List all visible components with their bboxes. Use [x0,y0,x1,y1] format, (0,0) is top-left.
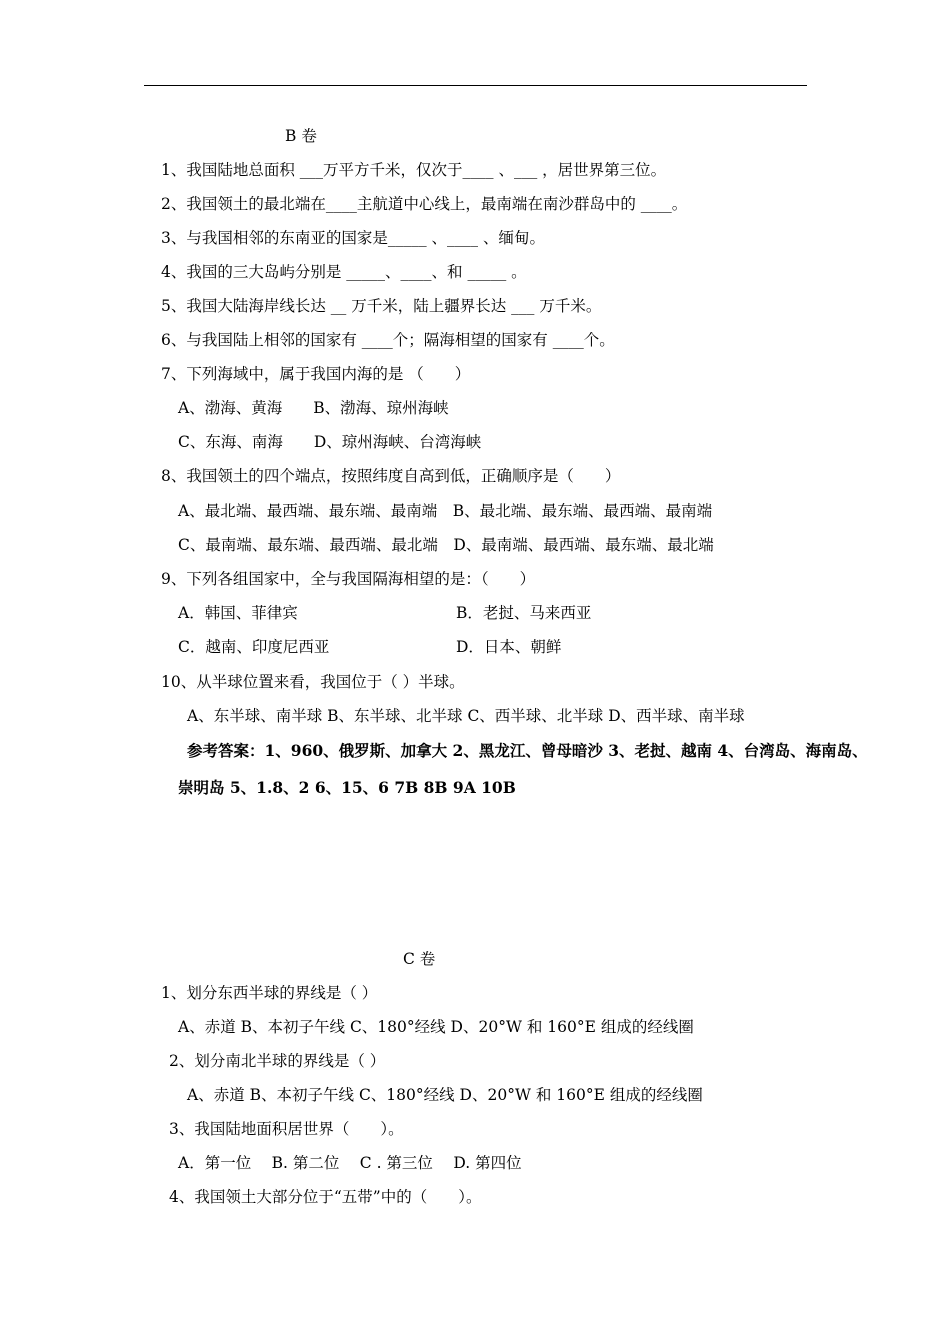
b-question-5: 5、我国大陆海岸线长达 __ 万千米，陆上疆界长达 ___ 万千米。 [161,297,602,315]
b-question-8: 8、我国领土的四个端点，按照纬度自高到低，正确顺序是（ ） [161,467,621,485]
b-question-3: 3、与我国相邻的东南亚的国家是_____ 、____ 、缅甸。 [161,229,545,247]
b-question-7-options-ab: A、渤海、黄海 B、渤海、琼州海峡 [178,399,449,417]
b-question-9-option-b: B．老挝、马来西亚 [456,604,592,622]
b-question-9-option-a: A．韩国、菲律宾 [178,604,298,622]
b-question-7: 7、下列海域中，属于我国内海的是 （ ） [161,365,471,383]
b-question-9: 9、下列各组国家中，全与我国隔海相望的是：（ ） [161,570,536,588]
c-question-1: 1、划分东西半球的界线是（ ） [161,984,378,1002]
b-question-8-options-ab: A、最北端、最西端、最东端、最南端 B、最北端、最东端、最西端、最南端 [178,502,713,520]
section-b-title: B 卷 [285,127,317,145]
b-question-9-option-c: C．越南、印度尼西亚 [178,638,330,656]
c-question-1-options: A、赤道 B、本初子午线 C、180°经线 D、20°W 和 160°E 组成的经线圈 [178,1018,694,1036]
b-question-4: 4、我国的三大岛屿分别是 _____、____、和 _____ 。 [161,263,527,281]
c-question-2: 2、划分南北半球的界线是（ ） [169,1052,386,1070]
b-question-10-options: A、东半球、南半球 B、东半球、北半球 C、西半球、北半球 D、西半球、南半球 [187,707,745,725]
answer-key-line-1: 参考答案：1、960、俄罗斯、加拿大 2、黑龙江、曾母暗沙 3、老挝、越南 4、台湾岛、海南岛、 [187,741,868,760]
c-question-4: 4、我国领土大部分位于“五带”中的（ ）。 [169,1188,482,1206]
header-rule [144,85,807,86]
b-question-8-options-cd: C、最南端、最东端、最西端、最北端 D、最南端、最西端、最东端、最北端 [178,536,714,554]
c-question-2-options: A、赤道 B、本初子午线 C、180°经线 D、20°W 和 160°E 组成的经线圈 [187,1086,703,1104]
section-c-title: C 卷 [403,950,436,968]
answer-key-line-2: 崇明岛 5、1.8、2 6、15、6 7B 8B 9A 10B [178,778,516,797]
b-question-2: 2、我国领土的最北端在____主航道中心线上，最南端在南沙群岛中的 ____。 [161,195,688,213]
b-question-1: 1、我国陆地总面积 ___万平方千米，仅次于____ 、___ ，居世界第三位。 [161,161,667,179]
b-question-7-options-cd: C、东海、南海 D、琼州海峡、台湾海峡 [178,433,482,451]
b-question-10: 10、从半球位置来看，我国位于（ ）半球。 [161,673,465,691]
c-question-3-options: A．第一位 B. 第二位 C . 第三位 D. 第四位 [178,1154,522,1172]
b-question-6: 6、与我国陆上相邻的国家有 ____个；隔海相望的国家有 ____个。 [161,331,615,349]
b-question-9-option-d: D．日本、朝鲜 [456,638,562,656]
c-question-3: 3、我国陆地面积居世界（ ）。 [169,1120,404,1138]
